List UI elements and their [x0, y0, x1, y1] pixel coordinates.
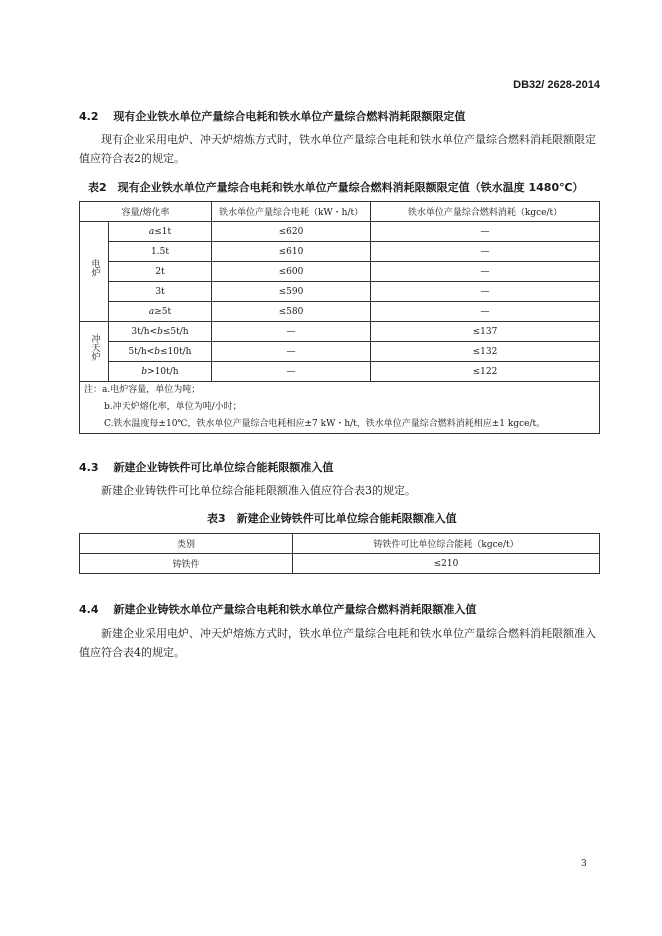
section-title: 新建企业铸铁水单位产量综合电耗和铁水单位产量综合燃料消耗限额准入值 — [113, 603, 477, 616]
fuel-cell: ≤122 — [371, 362, 600, 382]
cond-cell: b>10t/h — [109, 362, 212, 382]
table3-header-row — [80, 534, 600, 554]
cond-cell: 5t/h<b≤10t/h — [109, 342, 212, 362]
elec-cell: ≤590 — [212, 282, 371, 302]
group-label-text: 冲天炉 — [89, 334, 100, 361]
fuel-cell: — — [371, 242, 600, 262]
table-row — [80, 262, 600, 282]
table2 — [79, 201, 600, 434]
table-row — [80, 302, 600, 322]
note-line: b.冲天炉熔化率，单位为吨/小时； — [104, 402, 242, 412]
cond-cell: 3t — [109, 282, 212, 302]
table2-notes-row — [80, 382, 600, 434]
elec-cell: ≤580 — [212, 302, 371, 322]
fuel-cell: — — [371, 222, 600, 242]
section-number: 4.3 — [79, 461, 99, 474]
table-row — [80, 282, 600, 302]
table-row — [80, 242, 600, 262]
note-line: 注：a.电炉容量，单位为吨； — [84, 385, 201, 395]
elec-cell: ≤620 — [212, 222, 371, 242]
section-4-3-body: 新建企业铸铁件可比单位综合能耗限额准入值应符合表3的规定。 — [101, 484, 416, 497]
table-row — [80, 342, 600, 362]
table2-header-capacity: 容量/熔化率 — [80, 202, 212, 222]
table3 — [79, 533, 600, 574]
group-label-electric-furnace — [80, 222, 109, 322]
energy-cell: ≤210 — [293, 554, 600, 574]
table-row — [80, 362, 600, 382]
elec-cell: — — [212, 322, 371, 342]
section-4-2-heading — [79, 108, 465, 124]
cond-cell: 2t — [109, 262, 212, 282]
fuel-cell: — — [371, 282, 600, 302]
cond-cell: a≥5t — [109, 302, 212, 322]
table-row — [80, 322, 600, 342]
table3-header-category: 类别 — [80, 534, 293, 554]
table2-header-fuel: 铁水单位产量综合燃料消耗（kgce/t） — [371, 202, 600, 222]
table2-header-electricity: 铁水单位产量综合电耗（kW・h/t） — [212, 202, 371, 222]
section-4-2-body: 现有企业采用电炉、冲天炉熔炼方式时，铁水单位产量综合电耗和铁水单位产量综合燃料消耗限额限定值应符合表2的规定。 — [79, 133, 596, 165]
table3-caption: 表3 新建企业铸铁件可比单位综合能耗限额准入值 — [207, 512, 457, 525]
section-4-3-heading — [79, 459, 333, 475]
table2-notes — [80, 382, 600, 434]
group-label-cupola — [80, 322, 109, 382]
table2-caption: 表2 现有企业铁水单位产量综合电耗和铁水单位产量综合燃料消耗限额限定值（铁水温度 1480℃） — [88, 181, 584, 194]
table-row — [80, 222, 600, 242]
table-row — [80, 554, 600, 574]
section-number: 4.2 — [79, 110, 99, 123]
cond-cell: 1.5t — [109, 242, 212, 262]
group-label-text: 电炉 — [89, 258, 100, 277]
table2-header-row — [80, 202, 600, 222]
elec-cell: — — [212, 342, 371, 362]
category-cell: 铸铁件 — [80, 554, 293, 574]
elec-cell: ≤600 — [212, 262, 371, 282]
elec-cell: ≤610 — [212, 242, 371, 262]
section-title: 现有企业铁水单位产量综合电耗和铁水单位产量综合燃料消耗限额限定值 — [113, 110, 466, 123]
table3-header-energy: 铸铁件可比单位综合能耗（kgce/t） — [293, 534, 600, 554]
section-4-4-body: 新建企业采用电炉、冲天炉熔炼方式时，铁水单位产量综合电耗和铁水单位产量综合燃料消耗限额准入值应符合表4的规定。 — [79, 627, 596, 659]
note-line: C.铁水温度每±10℃，铁水单位产量综合电耗相应±7 kW・h/t，铁水单位产量综合燃料消耗相应±1 kgce/t。 — [104, 419, 546, 429]
section-4-4-heading — [79, 601, 476, 617]
elec-cell: — — [212, 362, 371, 382]
fuel-cell: ≤132 — [371, 342, 600, 362]
cond-cell: 3t/h<b≤5t/h — [109, 322, 212, 342]
page-number: 3 — [581, 859, 587, 869]
fuel-cell: — — [371, 302, 600, 322]
fuel-cell: — — [371, 262, 600, 282]
fuel-cell: ≤137 — [371, 322, 600, 342]
cond-cell: a≤1t — [109, 222, 212, 242]
section-number: 4.4 — [79, 603, 99, 616]
standard-code: DB32/ 2628-2014 — [513, 79, 600, 91]
section-title: 新建企业铸铁件可比单位综合能耗限额准入值 — [113, 461, 334, 474]
